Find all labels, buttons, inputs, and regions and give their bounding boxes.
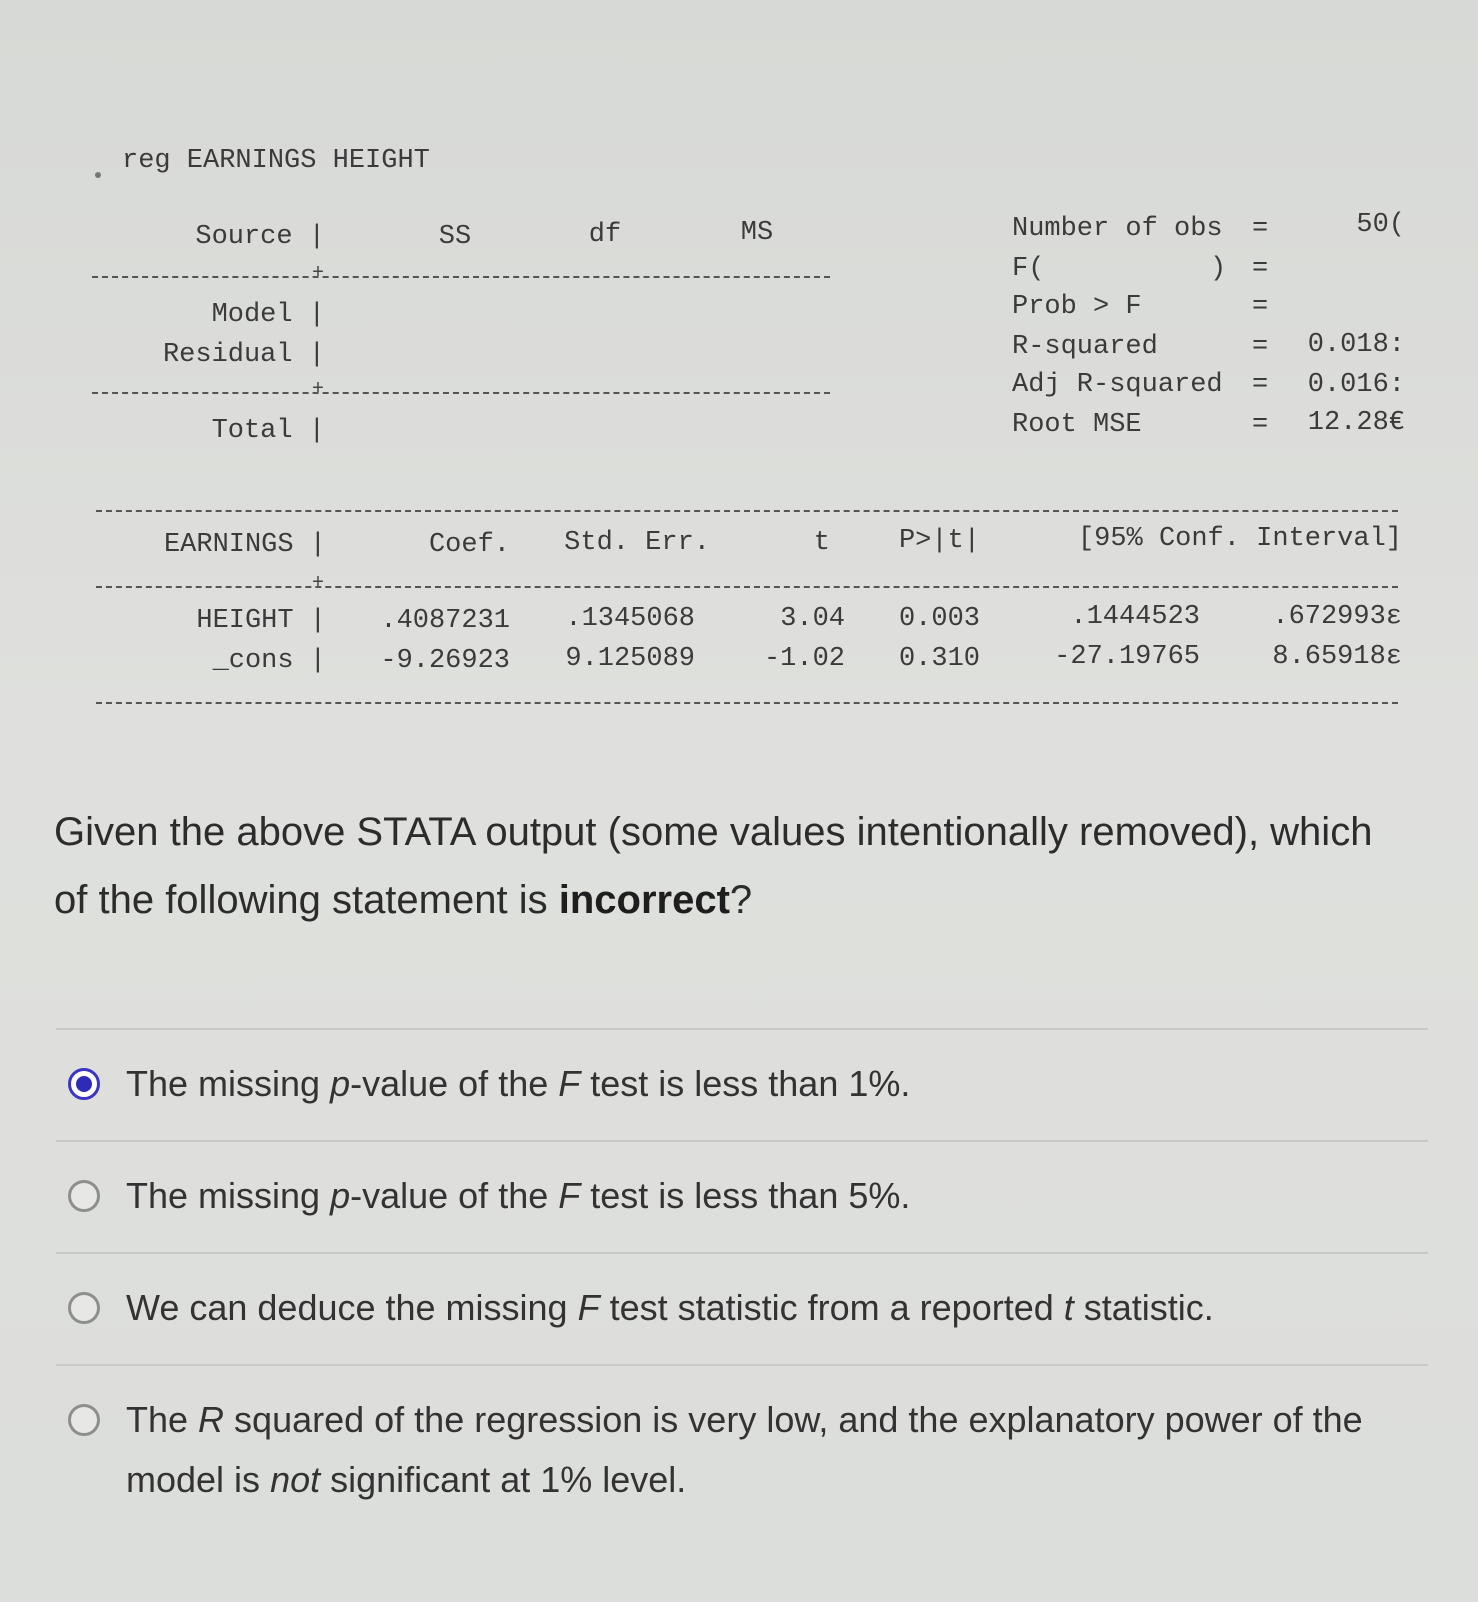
prompt-dot xyxy=(95,172,101,178)
coef-row-p: 0.003 xyxy=(898,604,980,634)
question-body: Given the above STATA output (some values intentionally removed), which of the following statement is xyxy=(54,810,1373,922)
stat-value-rmse: 12.28€ xyxy=(1307,408,1405,438)
coef-row-p: 0.310 xyxy=(898,644,980,674)
coef-row-hi: .672993ε xyxy=(1272,602,1402,632)
coef-row-var: _cons | xyxy=(212,646,326,676)
coef-row-se: 9.125089 xyxy=(565,644,695,674)
coef-header-ci: [95% Conf. Interval] xyxy=(1077,524,1402,554)
stat-label-rmse: Root MSE xyxy=(1012,410,1142,440)
coef-row-lo: -27.19765 xyxy=(1054,642,1200,672)
coef-row-t: 3.04 xyxy=(780,604,845,634)
stat-value-nobs: 50( xyxy=(1356,210,1405,240)
divider-plus: + xyxy=(312,262,325,285)
coef-header-p: P>|t| xyxy=(898,526,980,556)
stat-label-rsq: R-squared xyxy=(1012,332,1158,362)
anova-header-ss: SS xyxy=(438,222,472,252)
option-label: We can deduce the missing F test statistic from a reported t statistic. xyxy=(126,1287,1214,1328)
anova-header-ms: MS xyxy=(740,218,774,248)
radio-selected-icon[interactable] xyxy=(68,1068,100,1100)
anova-divider-mid xyxy=(92,392,830,394)
stat-label-adjrsq: Adj R-squared xyxy=(1012,370,1223,400)
option-separator xyxy=(56,1140,1428,1142)
anova-row-total: Total | xyxy=(211,416,325,446)
stat-f-close: ) xyxy=(1210,254,1227,284)
coef-row-lo: .1444523 xyxy=(1070,602,1200,632)
stat-label-nobs: Number of obs xyxy=(1012,214,1223,244)
coef-row-hi: 8.65918ε xyxy=(1272,642,1402,672)
question-text xyxy=(54,798,1414,934)
stat-eq: = xyxy=(1252,292,1269,322)
radio-icon[interactable] xyxy=(68,1292,100,1324)
answer-option-2[interactable] xyxy=(68,1166,1448,1226)
coef-row-coef: -9.26923 xyxy=(380,646,510,676)
anova-row-model: Model | xyxy=(211,300,325,330)
coef-row-se: .1345068 xyxy=(565,604,695,634)
question-emphasis: incorrect xyxy=(558,878,730,922)
option-label: The R squared of the regression is very low, and the explanatory power of the model is not significant at 1% level. xyxy=(126,1399,1363,1500)
anova-divider-top xyxy=(92,276,830,278)
divider-plus: + xyxy=(312,378,325,401)
anova-row-residual: Residual | xyxy=(162,340,325,370)
question-end: ? xyxy=(729,878,753,922)
option-separator xyxy=(56,1252,1428,1254)
coef-divider-bottom xyxy=(96,702,1398,704)
radio-icon[interactable] xyxy=(68,1180,100,1212)
stat-label-prob: Prob > F xyxy=(1012,292,1142,322)
stata-command: reg EARNINGS HEIGHT xyxy=(122,146,430,176)
coef-header-depvar: EARNINGS | xyxy=(163,530,326,560)
stat-eq: = xyxy=(1252,254,1269,284)
anova-header-df: df xyxy=(588,220,622,250)
anova-header-source: Source | xyxy=(195,222,325,252)
divider-plus: + xyxy=(312,572,325,595)
coef-divider-mid xyxy=(96,586,1398,588)
coef-header-t: t xyxy=(813,528,830,558)
stat-value-rsq: 0.018: xyxy=(1307,330,1405,360)
coef-divider-top xyxy=(96,510,1398,512)
stat-eq: = xyxy=(1252,410,1269,440)
coef-header-se: Std. Err. xyxy=(564,528,710,558)
stat-eq: = xyxy=(1252,332,1269,362)
stat-value-adjrsq: 0.016: xyxy=(1307,370,1405,400)
stat-eq: = xyxy=(1252,370,1269,400)
stat-label-f: F( xyxy=(1012,254,1045,284)
coef-row-var: HEIGHT | xyxy=(196,606,326,636)
option-separator xyxy=(56,1028,1428,1030)
answer-option-1[interactable] xyxy=(68,1054,1448,1114)
answer-option-3[interactable] xyxy=(68,1278,1448,1338)
option-label: The missing p-value of the F test is less than 5%. xyxy=(126,1175,911,1216)
option-separator xyxy=(56,1364,1428,1366)
option-label: The missing p-value of the F test is less than 1%. xyxy=(126,1063,911,1104)
radio-icon[interactable] xyxy=(68,1404,100,1436)
coef-row-coef: .4087231 xyxy=(380,606,510,636)
stat-eq: = xyxy=(1252,214,1269,244)
coef-header-coef: Coef. xyxy=(428,530,510,560)
coef-row-t: -1.02 xyxy=(763,644,845,674)
